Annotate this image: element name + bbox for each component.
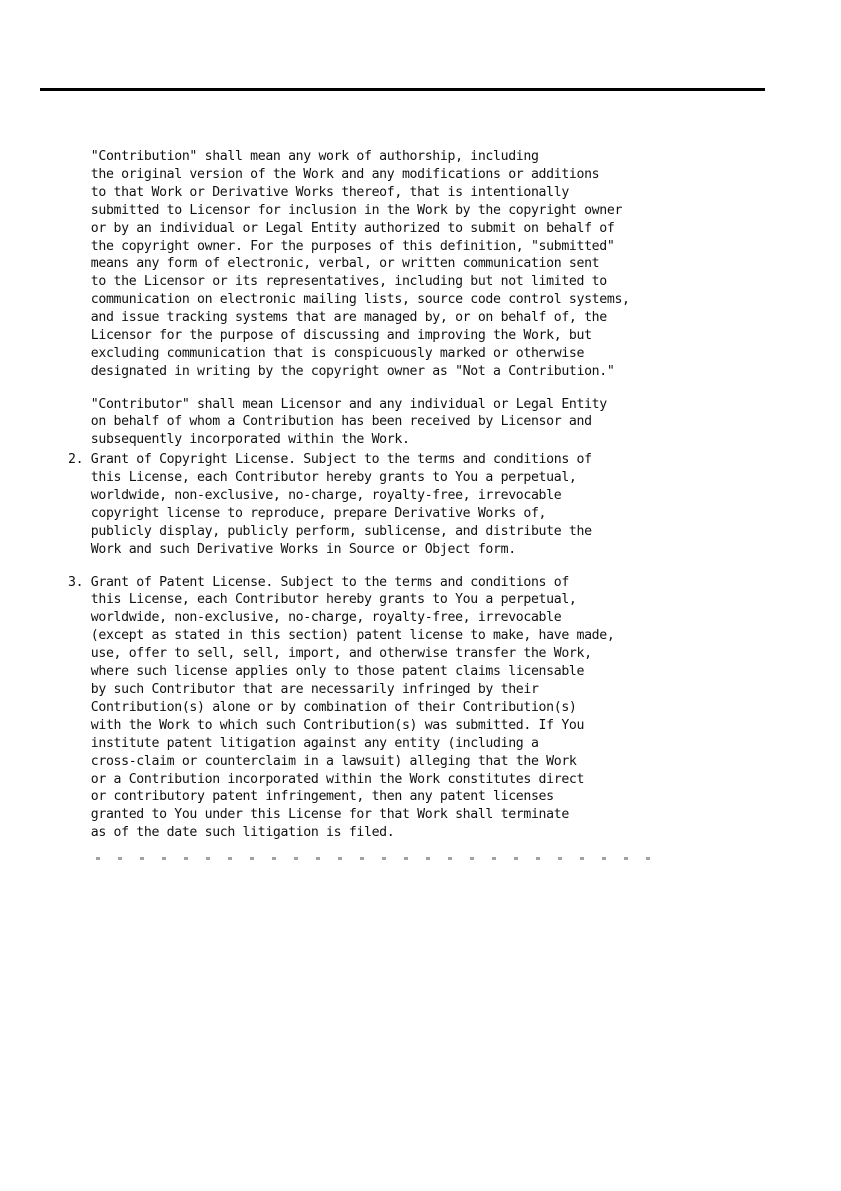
text-line: on behalf of whom a Contribution has been received by Licensor and bbox=[68, 414, 592, 430]
section-grant-of-copyright-license bbox=[68, 451, 728, 558]
text-line: institute patent litigation against any entity (including a bbox=[68, 735, 539, 751]
header-rule bbox=[40, 88, 765, 91]
definition-contributor bbox=[68, 396, 728, 450]
text-line: worldwide, non-exclusive, no-charge, royalty-free, irrevocable bbox=[68, 610, 562, 626]
text-line: "Contribution" shall mean any work of authorship, including bbox=[68, 149, 539, 164]
truncated-text-line bbox=[96, 857, 656, 860]
text-line: publicly display, publicly perform, sublicense, and distribute the bbox=[68, 523, 592, 539]
text-line: to the Licensor or its representatives, including but not limited to bbox=[68, 274, 607, 290]
text-line: the copyright owner. For the purposes of this definition, "submitted" bbox=[68, 238, 615, 254]
text-line: where such license applies only to those patent claims licensable bbox=[68, 664, 585, 680]
text-line: subsequently incorporated within the Work. bbox=[68, 432, 410, 448]
text-line: to that Work or Derivative Works thereof, that is intentionally bbox=[68, 184, 569, 200]
text-line: with the Work to which such Contribution(s) was submitted. If You bbox=[68, 717, 585, 733]
text-line: and issue tracking systems that are managed by, or on behalf of, the bbox=[68, 310, 607, 326]
paragraph-gap bbox=[68, 381, 728, 396]
text-line: or by an individual or Legal Entity authorized to submit on behalf of bbox=[68, 220, 615, 236]
text-line: by such Contributor that are necessarily infringed by their bbox=[68, 681, 539, 697]
text-line: Contribution(s) alone or by combination of their Contribution(s) bbox=[68, 699, 577, 715]
text-line: or a Contribution incorporated within the Work constitutes direct bbox=[68, 771, 585, 787]
document-body bbox=[68, 148, 728, 842]
text-line: worldwide, non-exclusive, no-charge, royalty-free, irrevocable bbox=[68, 488, 562, 504]
text-line: this License, each Contributor hereby grants to You a perpetual, bbox=[68, 470, 577, 486]
text-line: communication on electronic mailing lists, source code control systems, bbox=[68, 292, 630, 308]
text-line: or contributory patent infringement, then any patent licenses bbox=[68, 789, 554, 805]
text-line: the original version of the Work and any modifications or additions bbox=[68, 166, 600, 182]
text-line: granted to You under this License for that Work shall terminate bbox=[68, 807, 569, 823]
text-line: Work and such Derivative Works in Source or Object form. bbox=[68, 541, 516, 557]
text-line: "Contributor" shall mean Licensor and any individual or Legal Entity bbox=[68, 396, 607, 412]
text-line: designated in writing by the copyright owner as "Not a Contribution." bbox=[68, 363, 615, 379]
text-line: means any form of electronic, verbal, or written communication sent bbox=[68, 256, 600, 272]
text-line: copyright license to reproduce, prepare Derivative Works of, bbox=[68, 506, 547, 522]
text-line: excluding communication that is conspicuously marked or otherwise bbox=[68, 345, 585, 361]
text-line: use, offer to sell, sell, import, and otherwise transfer the Work, bbox=[68, 646, 592, 662]
text-line: as of the date such litigation is filed. bbox=[68, 825, 395, 841]
text-line: submitted to Licensor for inclusion in the Work by the copyright owner bbox=[68, 202, 623, 218]
text-line: Licensor for the purpose of discussing and improving the Work, but bbox=[68, 328, 592, 344]
definition-contribution bbox=[68, 148, 728, 381]
text-line: (except as stated in this section) patent license to make, have made, bbox=[68, 628, 615, 644]
paragraph-gap bbox=[68, 559, 728, 574]
section-heading-line: 3. Grant of Patent License. Subject to the terms and conditions of bbox=[68, 574, 569, 590]
section-grant-of-patent-license bbox=[68, 574, 728, 843]
text-line: this License, each Contributor hereby grants to You a perpetual, bbox=[68, 592, 577, 608]
text-line: cross-claim or counterclaim in a lawsuit) alleging that the Work bbox=[68, 753, 577, 769]
section-heading-line: 2. Grant of Copyright License. Subject to the terms and conditions of bbox=[68, 452, 592, 468]
